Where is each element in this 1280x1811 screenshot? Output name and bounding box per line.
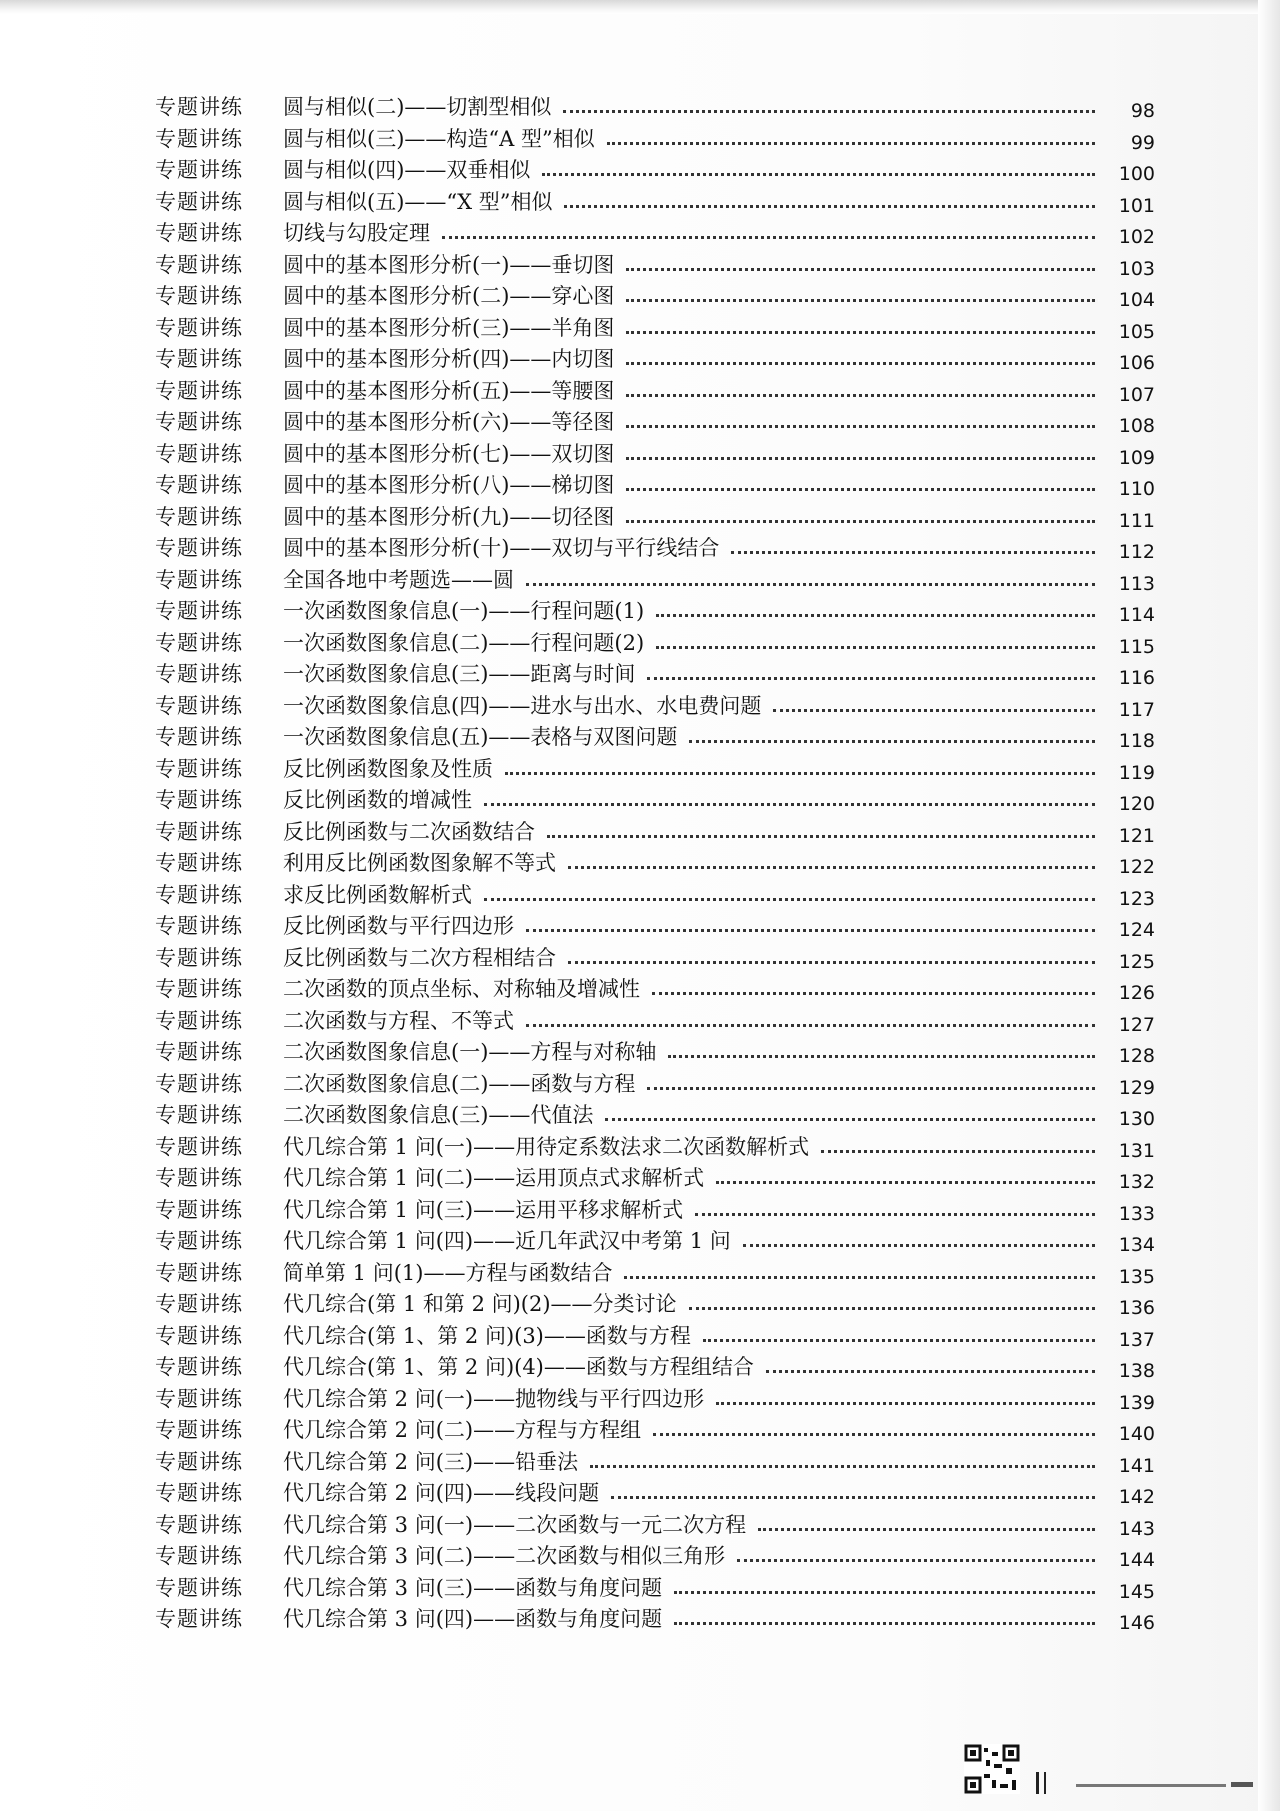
entry-page-number: 122 bbox=[1118, 856, 1155, 878]
toc-entry bbox=[155, 1195, 1155, 1227]
entry-page-number: 112 bbox=[1118, 541, 1155, 563]
entry-page-number: 119 bbox=[1118, 761, 1155, 784]
dot-leader bbox=[568, 866, 1095, 869]
entry-page-number: 127 bbox=[1118, 1013, 1155, 1036]
toc-entry bbox=[155, 691, 1155, 723]
dot-leader bbox=[605, 1118, 1095, 1121]
entry-page-number: 125 bbox=[1118, 950, 1155, 973]
entry-label: 专题讲练 bbox=[155, 725, 243, 749]
entry-label: 专题讲练 bbox=[155, 1134, 243, 1159]
dot-leader bbox=[564, 205, 1095, 208]
entry-page-number: 136 bbox=[1118, 1297, 1155, 1319]
entry-title: 圆中的基本图形分析(三)——半角图 bbox=[283, 315, 615, 340]
toc-entry bbox=[155, 1573, 1155, 1605]
entry-label: 专题讲练 bbox=[155, 756, 243, 781]
entry-label: 专题讲练 bbox=[155, 1040, 243, 1064]
entry-page-number: 113 bbox=[1118, 572, 1155, 595]
dot-leader bbox=[766, 1370, 1095, 1373]
entry-title: 代几综合第 1 问(一)——用待定系数法求二次函数解析式 bbox=[283, 1134, 810, 1159]
entry-label: 专题讲练 bbox=[155, 1544, 243, 1568]
entry-page-number: 115 bbox=[1118, 635, 1155, 658]
entry-label: 专题讲练 bbox=[155, 1166, 243, 1190]
entry-label: 专题讲练 bbox=[155, 1197, 243, 1222]
entry-page-number: 123 bbox=[1118, 887, 1155, 910]
dot-leader bbox=[526, 1024, 1095, 1027]
entry-title: 代几综合第 3 问(一)——二次函数与一元二次方程 bbox=[283, 1512, 747, 1537]
dot-leader bbox=[773, 709, 1095, 712]
entry-page-number: 137 bbox=[1118, 1328, 1155, 1351]
entry-page-number: 100 bbox=[1118, 163, 1155, 185]
toc-entry bbox=[155, 1258, 1155, 1290]
entry-label: 专题讲练 bbox=[155, 189, 243, 214]
entry-title: 二次函数与方程、不等式 bbox=[283, 1008, 514, 1033]
entry-page-number: 116 bbox=[1118, 667, 1155, 689]
toc-entry bbox=[155, 1541, 1155, 1573]
entry-title: 代几综合第 2 问(四)——线段问题 bbox=[283, 1481, 600, 1505]
entry-page-number: 146 bbox=[1118, 1612, 1155, 1634]
entry-label: 专题讲练 bbox=[155, 1008, 243, 1033]
entry-title: 反比例函数与平行四边形 bbox=[283, 914, 514, 938]
entry-label: 专题讲练 bbox=[155, 693, 243, 718]
dot-leader bbox=[442, 236, 1095, 239]
entry-label: 专题讲练 bbox=[155, 1481, 243, 1505]
dot-leader bbox=[758, 1528, 1095, 1531]
toc-entry bbox=[155, 1069, 1155, 1101]
entry-page-number: 145 bbox=[1118, 1580, 1155, 1603]
entry-title: 代几综合第 1 问(三)——运用平移求解析式 bbox=[283, 1197, 684, 1222]
toc-entry bbox=[155, 754, 1155, 786]
dot-leader bbox=[689, 1307, 1095, 1310]
dot-leader bbox=[547, 835, 1095, 838]
toc-entry bbox=[155, 313, 1155, 345]
entry-page-number: 109 bbox=[1118, 446, 1155, 469]
entry-page-number: 129 bbox=[1118, 1076, 1155, 1099]
entry-label: 专题讲练 bbox=[155, 788, 243, 812]
dot-leader bbox=[484, 898, 1095, 901]
dot-leader bbox=[626, 299, 1095, 302]
dot-leader bbox=[568, 961, 1095, 964]
toc-entry bbox=[155, 124, 1155, 156]
entry-label: 专题讲练 bbox=[155, 221, 243, 245]
entry-label: 专题讲练 bbox=[155, 158, 243, 182]
dot-leader bbox=[674, 1591, 1095, 1594]
entry-label: 专题讲练 bbox=[155, 599, 243, 623]
entry-title: 一次函数图象信息(二)——行程问题(2) bbox=[283, 630, 645, 655]
entry-title: 反比例函数图象及性质 bbox=[283, 756, 493, 781]
entry-label: 专题讲练 bbox=[155, 1575, 243, 1600]
toc-entry bbox=[155, 1384, 1155, 1416]
entry-title: 圆中的基本图形分析(六)——等径图 bbox=[283, 410, 615, 434]
dot-leader bbox=[526, 929, 1095, 932]
entry-page-number: 140 bbox=[1118, 1423, 1155, 1445]
toc-entry bbox=[155, 596, 1155, 628]
scan-right-edge bbox=[1258, 0, 1280, 1811]
entry-label: 专题讲练 bbox=[155, 315, 243, 340]
entry-title: 圆与相似(三)——构造“A 型”相似 bbox=[283, 126, 595, 151]
toc-entry bbox=[155, 281, 1155, 313]
toc-entry bbox=[155, 187, 1155, 219]
toc-entry bbox=[155, 1352, 1155, 1384]
entry-label: 专题讲练 bbox=[155, 1260, 243, 1285]
entry-page-number: 99 bbox=[1130, 131, 1155, 154]
dot-leader bbox=[647, 677, 1095, 680]
entry-title: 二次函数图象信息(二)——函数与方程 bbox=[283, 1071, 636, 1096]
dot-leader bbox=[716, 1181, 1095, 1184]
toc-entry bbox=[155, 502, 1155, 534]
entry-title: 圆与相似(五)——“X 型”相似 bbox=[283, 189, 553, 214]
dot-leader bbox=[689, 740, 1095, 743]
entry-title: 二次函数图象信息(一)——方程与对称轴 bbox=[283, 1040, 657, 1064]
dot-leader bbox=[611, 1496, 1095, 1499]
entry-page-number: 114 bbox=[1118, 604, 1155, 626]
dot-leader bbox=[563, 110, 1095, 113]
toc-entry bbox=[155, 722, 1155, 754]
toc-entry bbox=[155, 1226, 1155, 1258]
dot-leader bbox=[821, 1150, 1095, 1153]
dot-leader bbox=[647, 1087, 1095, 1090]
dot-leader bbox=[743, 1244, 1095, 1247]
entry-page-number: 130 bbox=[1118, 1108, 1155, 1130]
entry-title: 圆与相似(二)——切割型相似 bbox=[283, 95, 552, 119]
entry-label: 专题讲练 bbox=[155, 914, 243, 938]
toc-entry bbox=[155, 344, 1155, 376]
entry-label: 专题讲练 bbox=[155, 252, 243, 277]
dot-leader bbox=[668, 1055, 1095, 1058]
dot-leader bbox=[626, 394, 1095, 397]
entry-label: 专题讲练 bbox=[155, 95, 243, 119]
entry-label: 专题讲练 bbox=[155, 410, 243, 434]
toc-entry bbox=[155, 470, 1155, 502]
entry-page-number: 126 bbox=[1118, 982, 1155, 1004]
entry-page-number: 105 bbox=[1118, 320, 1155, 343]
dot-leader bbox=[607, 142, 1095, 145]
toc-entry bbox=[155, 565, 1155, 597]
dot-leader bbox=[626, 268, 1095, 271]
scan-margin-marks bbox=[1036, 1770, 1256, 1796]
entry-label: 专题讲练 bbox=[155, 662, 243, 686]
entry-page-number: 111 bbox=[1118, 509, 1155, 532]
entry-label: 专题讲练 bbox=[155, 1323, 243, 1348]
entry-title: 代几综合第 3 问(四)——函数与角度问题 bbox=[283, 1607, 663, 1631]
dot-leader bbox=[505, 772, 1095, 775]
entry-title: 代几综合第 1 问(四)——近几年武汉中考第 1 问 bbox=[283, 1229, 731, 1253]
toc-entry bbox=[155, 1006, 1155, 1038]
entry-page-number: 121 bbox=[1118, 824, 1155, 847]
entry-page-number: 120 bbox=[1118, 793, 1155, 815]
toc-entry bbox=[155, 1163, 1155, 1195]
entry-title: 全国各地中考题选——圆 bbox=[283, 567, 514, 592]
entry-label: 专题讲练 bbox=[155, 977, 243, 1001]
entry-page-number: 141 bbox=[1118, 1454, 1155, 1477]
toc-entry bbox=[155, 439, 1155, 471]
dot-leader bbox=[653, 1433, 1095, 1436]
toc-entry bbox=[155, 1447, 1155, 1479]
entry-title: 圆中的基本图形分析(二)——穿心图 bbox=[283, 284, 615, 308]
entry-title: 圆中的基本图形分析(七)——双切图 bbox=[283, 441, 615, 466]
entry-title: 代几综合第 2 问(二)——方程与方程组 bbox=[283, 1418, 642, 1442]
entry-page-number: 106 bbox=[1118, 352, 1155, 374]
entry-label: 专题讲练 bbox=[155, 882, 243, 907]
entry-label: 专题讲练 bbox=[155, 1607, 243, 1631]
toc-entry bbox=[155, 1321, 1155, 1353]
entry-title: 简单第 1 问(1)——方程与函数结合 bbox=[283, 1260, 613, 1285]
entry-page-number: 144 bbox=[1118, 1549, 1155, 1571]
dot-leader bbox=[626, 425, 1095, 428]
toc-entry bbox=[155, 1100, 1155, 1132]
entry-page-number: 124 bbox=[1118, 919, 1155, 941]
entry-label: 专题讲练 bbox=[155, 284, 243, 308]
entry-title: 一次函数图象信息(一)——行程问题(1) bbox=[283, 599, 645, 623]
entry-page-number: 131 bbox=[1118, 1139, 1155, 1162]
entry-label: 专题讲练 bbox=[155, 567, 243, 592]
toc-entry bbox=[155, 250, 1155, 282]
entry-label: 专题讲练 bbox=[155, 1418, 243, 1442]
toc-entry bbox=[155, 1289, 1155, 1321]
entry-page-number: 132 bbox=[1118, 1171, 1155, 1193]
entry-label: 专题讲练 bbox=[155, 630, 243, 655]
entry-page-number: 138 bbox=[1118, 1360, 1155, 1382]
entry-page-number: 101 bbox=[1118, 194, 1155, 217]
entry-label: 专题讲练 bbox=[155, 1229, 243, 1253]
dot-leader bbox=[484, 803, 1095, 806]
entry-page-number: 133 bbox=[1118, 1202, 1155, 1225]
entry-title: 代几综合第 3 问(二)——二次函数与相似三角形 bbox=[283, 1544, 726, 1568]
entry-title: 利用反比例函数图象解不等式 bbox=[283, 851, 556, 875]
entry-title: 圆中的基本图形分析(十)——双切与平行线结合 bbox=[283, 536, 720, 560]
entry-title: 代几综合第 2 问(三)——铅垂法 bbox=[283, 1449, 579, 1474]
entry-page-number: 98 bbox=[1130, 100, 1155, 122]
entry-label: 专题讲练 bbox=[155, 819, 243, 844]
entry-label: 专题讲练 bbox=[155, 504, 243, 529]
entry-label: 专题讲练 bbox=[155, 378, 243, 403]
toc-entry bbox=[155, 659, 1155, 691]
dot-leader bbox=[652, 992, 1095, 995]
toc-entry bbox=[155, 1478, 1155, 1510]
toc-entry bbox=[155, 407, 1155, 439]
entry-title: 圆中的基本图形分析(一)——垂切图 bbox=[283, 252, 615, 277]
entry-title: 反比例函数与二次方程相结合 bbox=[283, 945, 556, 970]
qr-code-icon bbox=[964, 1744, 1020, 1794]
scan-top-shadow bbox=[0, 0, 1280, 14]
entry-label: 专题讲练 bbox=[155, 1355, 243, 1379]
dot-leader bbox=[542, 173, 1095, 176]
dot-leader bbox=[656, 614, 1095, 617]
entry-label: 专题讲练 bbox=[155, 1449, 243, 1474]
entry-page-number: 143 bbox=[1118, 1517, 1155, 1540]
toc-entry bbox=[155, 92, 1155, 124]
entry-label: 专题讲练 bbox=[155, 1512, 243, 1537]
entry-label: 专题讲练 bbox=[155, 1071, 243, 1096]
toc-entry bbox=[155, 1604, 1155, 1636]
toc-entry bbox=[155, 911, 1155, 943]
entry-page-number: 110 bbox=[1118, 478, 1155, 500]
toc-entry bbox=[155, 880, 1155, 912]
entry-title: 圆中的基本图形分析(五)——等腰图 bbox=[283, 378, 615, 403]
entry-label: 专题讲练 bbox=[155, 536, 243, 560]
entry-title: 反比例函数与二次函数结合 bbox=[283, 819, 535, 844]
entry-title: 切线与勾股定理 bbox=[283, 221, 430, 245]
entry-page-number: 128 bbox=[1118, 1045, 1155, 1067]
entry-label: 专题讲练 bbox=[155, 1103, 243, 1127]
entry-label: 专题讲练 bbox=[155, 347, 243, 371]
toc-entry bbox=[155, 785, 1155, 817]
toc-entry bbox=[155, 155, 1155, 187]
entry-title: 圆中的基本图形分析(四)——内切图 bbox=[283, 347, 615, 371]
dot-leader bbox=[624, 1276, 1095, 1279]
toc-entry bbox=[155, 848, 1155, 880]
table-of-contents bbox=[155, 92, 1155, 1636]
entry-title: 代几综合(第 1、第 2 问)(4)——函数与方程组结合 bbox=[283, 1355, 754, 1379]
dot-leader bbox=[703, 1339, 1095, 1342]
dot-leader bbox=[716, 1402, 1095, 1405]
dot-leader bbox=[626, 362, 1095, 365]
entry-label: 专题讲练 bbox=[155, 945, 243, 970]
entry-title: 圆中的基本图形分析(八)——梯切图 bbox=[283, 473, 615, 497]
dot-leader bbox=[737, 1559, 1095, 1562]
entry-title: 一次函数图象信息(五)——表格与双图问题 bbox=[283, 725, 678, 749]
dot-leader bbox=[656, 646, 1095, 649]
entry-label: 专题讲练 bbox=[155, 851, 243, 875]
dot-leader bbox=[731, 551, 1095, 554]
entry-page-number: 107 bbox=[1118, 383, 1155, 406]
toc-entry bbox=[155, 1132, 1155, 1164]
entry-page-number: 135 bbox=[1118, 1265, 1155, 1288]
entry-title: 反比例函数的增减性 bbox=[283, 788, 472, 812]
entry-label: 专题讲练 bbox=[155, 441, 243, 466]
toc-entry bbox=[155, 1037, 1155, 1069]
entry-page-number: 117 bbox=[1118, 698, 1155, 721]
toc-entry bbox=[155, 218, 1155, 250]
toc-entry bbox=[155, 817, 1155, 849]
toc-entry bbox=[155, 533, 1155, 565]
entry-page-number: 118 bbox=[1118, 730, 1155, 752]
entry-label: 专题讲练 bbox=[155, 473, 243, 497]
entry-title: 代几综合(第 1 和第 2 问)(2)——分类讨论 bbox=[283, 1292, 677, 1316]
entry-title: 二次函数图象信息(三)——代值法 bbox=[283, 1103, 594, 1127]
entry-label: 专题讲练 bbox=[155, 1386, 243, 1411]
dot-leader bbox=[626, 457, 1095, 460]
entry-title: 圆中的基本图形分析(九)——切径图 bbox=[283, 504, 615, 529]
dot-leader bbox=[626, 488, 1095, 491]
entry-title: 一次函数图象信息(三)——距离与时间 bbox=[283, 662, 636, 686]
dot-leader bbox=[695, 1213, 1095, 1216]
entry-title: 代几综合第 1 问(二)——运用顶点式求解析式 bbox=[283, 1166, 705, 1190]
entry-title: 二次函数的顶点坐标、对称轴及增减性 bbox=[283, 977, 640, 1001]
toc-entry bbox=[155, 943, 1155, 975]
entry-page-number: 139 bbox=[1118, 1391, 1155, 1414]
entry-label: 专题讲练 bbox=[155, 126, 243, 151]
entry-page-number: 104 bbox=[1118, 289, 1155, 311]
entry-page-number: 142 bbox=[1118, 1486, 1155, 1508]
entry-title: 代几综合第 3 问(三)——函数与角度问题 bbox=[283, 1575, 663, 1600]
dot-leader bbox=[526, 583, 1095, 586]
entry-page-number: 102 bbox=[1118, 226, 1155, 248]
toc-entry bbox=[155, 376, 1155, 408]
entry-title: 一次函数图象信息(四)——进水与出水、水电费问题 bbox=[283, 693, 762, 718]
entry-page-number: 103 bbox=[1118, 257, 1155, 280]
entry-title: 圆与相似(四)——双垂相似 bbox=[283, 158, 531, 182]
toc-entry bbox=[155, 1510, 1155, 1542]
toc-entry bbox=[155, 628, 1155, 660]
entry-page-number: 134 bbox=[1118, 1234, 1155, 1256]
toc-entry bbox=[155, 974, 1155, 1006]
entry-title: 求反比例函数解析式 bbox=[283, 882, 472, 907]
toc-entry bbox=[155, 1415, 1155, 1447]
dot-leader bbox=[590, 1465, 1095, 1468]
entry-title: 代几综合第 2 问(一)——抛物线与平行四边形 bbox=[283, 1386, 705, 1411]
entry-page-number: 108 bbox=[1118, 415, 1155, 437]
dot-leader bbox=[674, 1622, 1095, 1625]
entry-label: 专题讲练 bbox=[155, 1292, 243, 1316]
dot-leader bbox=[626, 331, 1095, 334]
dot-leader bbox=[626, 520, 1095, 523]
entry-title: 代几综合(第 1、第 2 问)(3)——函数与方程 bbox=[283, 1323, 691, 1348]
